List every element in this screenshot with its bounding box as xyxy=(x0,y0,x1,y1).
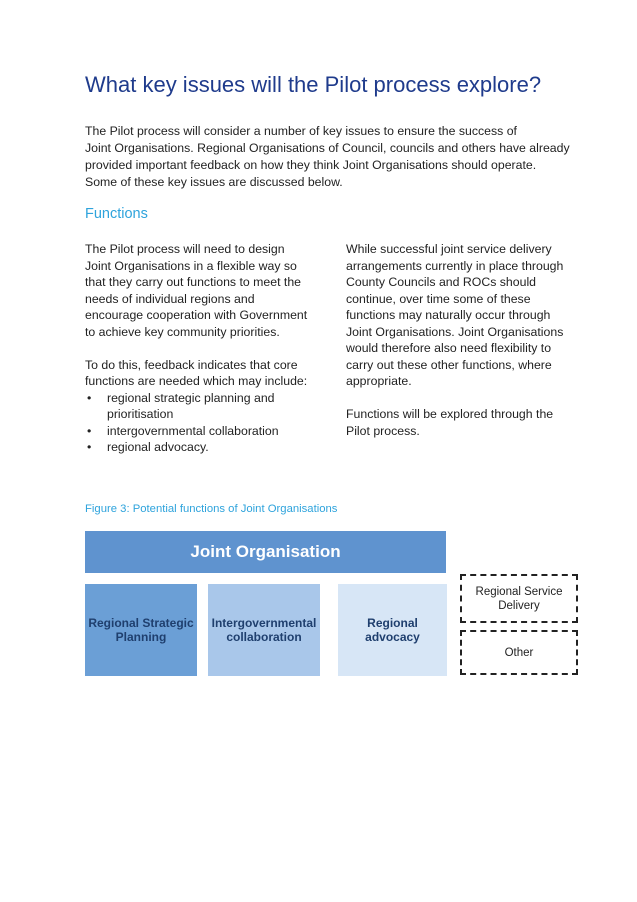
text-line: Pilot process. xyxy=(346,423,420,438)
text-line: While successful joint service delivery xyxy=(346,242,552,256)
text-line: arrangements currently in place through xyxy=(346,258,564,273)
left-column xyxy=(85,241,325,456)
right-paragraph-2 xyxy=(346,406,586,439)
left-paragraph-1 xyxy=(85,241,325,340)
text-line: The Pilot process will need to design xyxy=(85,242,285,256)
function-box-intergovernmental xyxy=(208,584,320,676)
function-box-label: Regional advocacy xyxy=(365,616,420,644)
optional-box-other xyxy=(460,630,578,675)
optional-box-label: Regional Service Delivery xyxy=(475,585,563,612)
bullet-line: • regional strategic planning and xyxy=(107,390,275,405)
left-paragraph-2 xyxy=(85,357,325,390)
text-line: Functions will be explored through the xyxy=(346,407,554,421)
bullet-line: prioritisation xyxy=(107,407,174,421)
intro-line: Joint Organisations. Regional Organisations of Council, councils and others have already xyxy=(85,141,570,155)
function-box-label: Intergovernmental collaboration xyxy=(211,616,317,644)
function-box-advocacy xyxy=(338,584,447,676)
right-paragraph-1 xyxy=(346,241,586,390)
text-line: that they carry out functions to meet the xyxy=(85,275,301,289)
text-line: encourage cooperation with Government xyxy=(85,308,308,322)
optional-box-service-delivery xyxy=(460,574,578,623)
bullet-item xyxy=(85,390,325,423)
text-line: Joint Organisations in a flexible way so xyxy=(85,258,297,273)
intro-line: provided important feedback on how they think Joint Organisations should operate. xyxy=(85,158,537,172)
text-line: needs of individual regions and xyxy=(85,291,255,306)
right-column xyxy=(346,241,586,456)
text-line: functions may naturally occur through xyxy=(346,308,551,322)
text-line: carry out these other functions, where xyxy=(346,357,552,372)
text-line: to achieve key community priorities. xyxy=(85,324,280,339)
bullet-line: • regional advocacy. xyxy=(107,440,209,454)
figure-caption: Figure 3: Potential functions of Joint Organisations xyxy=(85,503,338,515)
intro-line: The Pilot process will consider a number of key issues to ensure the success of xyxy=(85,124,517,138)
text-line: Joint Organisations. Joint Organisations xyxy=(346,324,564,339)
section-heading-functions: Functions xyxy=(85,206,148,222)
text-line: To do this, feedback indicates that core xyxy=(85,357,298,372)
function-box-strategic-planning xyxy=(85,584,197,676)
text-line: continue, over time some of these xyxy=(346,291,531,306)
functions-bullet-list xyxy=(85,390,325,456)
text-line: would therefore also need flexibility to xyxy=(346,341,552,355)
optional-box-label: Other xyxy=(504,646,534,659)
diagram-header-joint-organisation: Joint Organisation xyxy=(85,531,446,573)
bullet-line: • intergovernmental collaboration xyxy=(107,423,279,438)
bullet-item xyxy=(85,439,325,456)
intro-paragraph xyxy=(85,123,585,191)
intro-line: Some of these key issues are discussed below. xyxy=(85,175,343,189)
bullet-item xyxy=(85,423,325,440)
text-line: County Councils and ROCs should xyxy=(346,275,537,289)
text-line: functions are needed which may include: xyxy=(85,374,308,388)
function-box-label: Regional Strategic Planning xyxy=(88,616,194,644)
text-line: appropriate. xyxy=(346,374,412,388)
page-title: What key issues will the Pilot process explore? xyxy=(85,72,542,97)
